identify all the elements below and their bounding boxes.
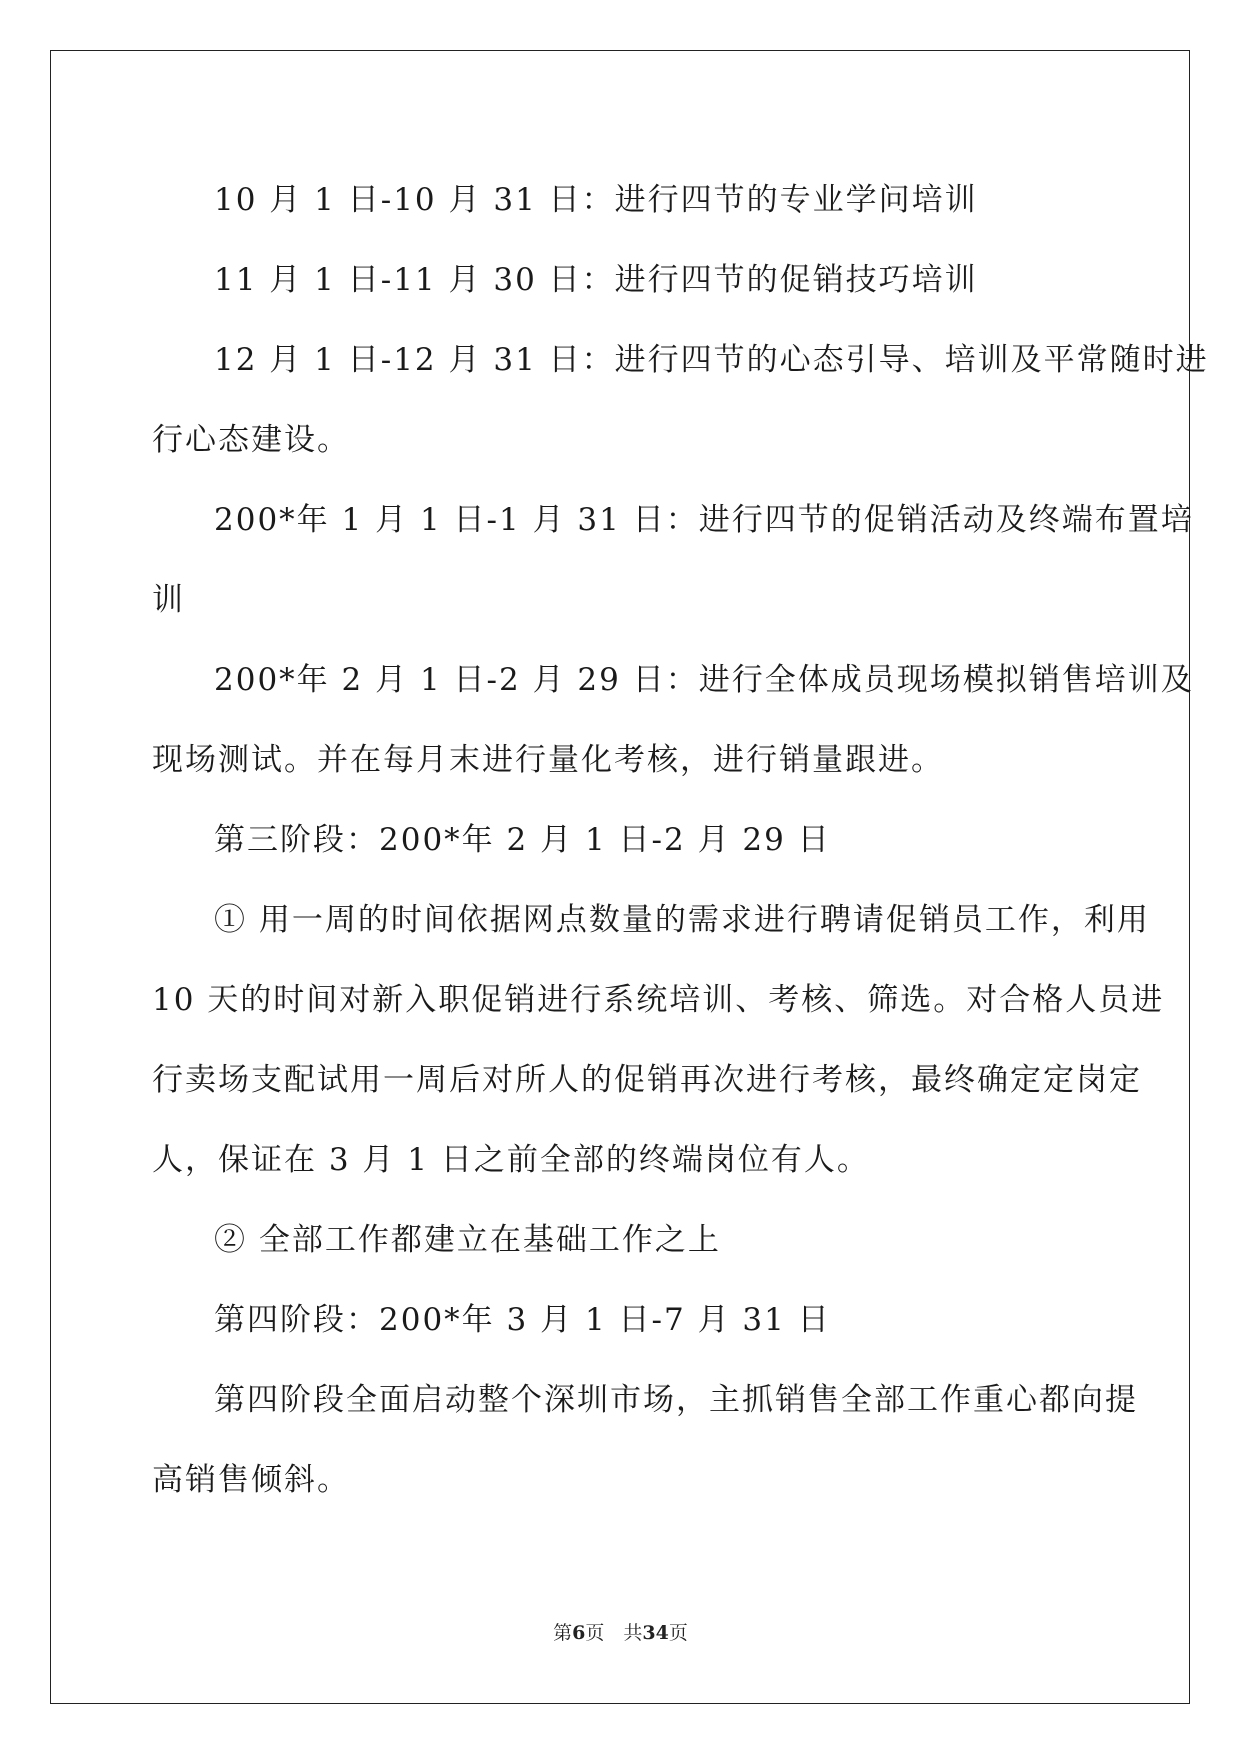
paragraph-line: 10 天的时间对新入职促销进行系统培训、考核、筛选。对合格人员进 (152, 982, 1165, 1018)
paragraph-line: 10 月 1 日-10 月 31 日：进行四节的专业学问培训 (214, 182, 978, 218)
document-body (152, 160, 1209, 1520)
page-total: 34 (642, 1622, 669, 1644)
footer-suffix: 页 (668, 1622, 688, 1644)
footer-mid: 页 共 (585, 1622, 643, 1644)
section-heading: 第四阶段：200*年 3 月 1 日-7 月 31 日 (214, 1302, 831, 1338)
paragraph-line: 现场测试。并在每月末进行量化考核，进行销量跟进。 (152, 742, 944, 778)
paragraph-line: 11 月 1 日-11 月 30 日：进行四节的促销技巧培训 (214, 262, 978, 298)
paragraph-line: 高销售倾斜。 (152, 1462, 350, 1498)
paragraph-line: 行卖场支配试用一周后对所人的促销再次进行考核，最终确定定岗定 (152, 1062, 1142, 1098)
paragraph-line: 训 (152, 582, 185, 618)
paragraph-line: 第四阶段全面启动整个深圳市场，主抓销售全部工作重心都向提 (214, 1382, 1138, 1418)
paragraph-line: ① 用一周的时间依据网点数量的需求进行聘请促销员工作，利用 (214, 902, 1150, 938)
paragraph-line: 行心态建设。 (152, 422, 350, 458)
paragraph-line: ② 全部工作都建立在基础工作之上 (214, 1222, 721, 1258)
page-footer (0, 1618, 1241, 1645)
paragraph-line: 200*年 1 月 1 日-1 月 31 日：进行四节的促销活动及终端布置培 (214, 502, 1194, 538)
paragraph-line: 人，保证在 3 月 1 日之前全部的终端岗位有人。 (152, 1142, 870, 1178)
footer-prefix: 第 (553, 1622, 573, 1644)
section-heading: 第三阶段：200*年 2 月 1 日-2 月 29 日 (214, 822, 831, 858)
paragraph-line: 200*年 2 月 1 日-2 月 29 日：进行全体成员现场模拟销售培训及 (214, 662, 1194, 698)
page-number: 6 (572, 1622, 586, 1644)
paragraph-line: 12 月 1 日-12 月 31 日：进行四节的心态引导、培训及平常随时进 (214, 342, 1209, 378)
